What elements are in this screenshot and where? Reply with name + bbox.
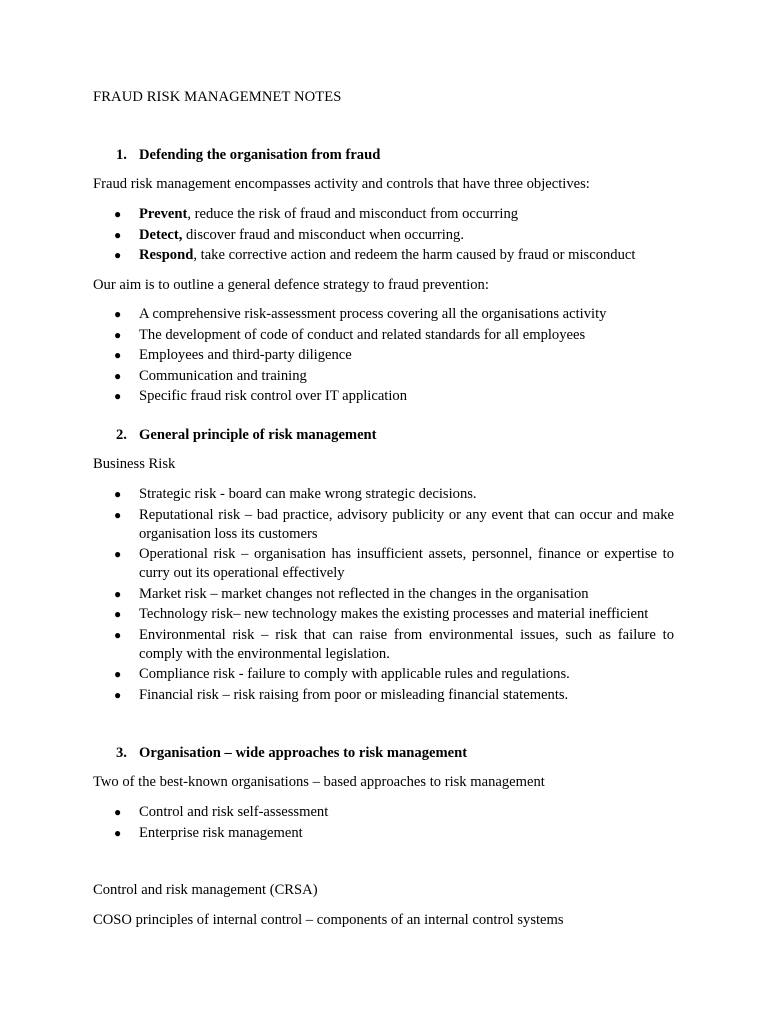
bullet-icon: ●	[114, 389, 122, 403]
bullet-icon: ●	[114, 586, 122, 601]
bullet-icon: ●	[114, 607, 122, 621]
list-item: ● Technology risk– new technology makes the existing processes and material inefficient	[114, 606, 649, 622]
list-item: ● Market risk – market changes not reflected in the changes in the organisation	[114, 585, 589, 602]
list-item: ● A comprehensive risk-assessment process covering all the organisations activity	[114, 306, 607, 322]
list-item: ● Compliance risk - failure to comply with applicable rules and regulations.	[114, 666, 570, 682]
list-item: ● Employees and third-party diligence	[114, 347, 352, 363]
list-item: ● Enterprise risk management	[114, 824, 303, 841]
bullet-icon: ●	[114, 248, 122, 262]
section-2-heading	[116, 426, 377, 445]
approaches-list	[0, 803, 674, 844]
section-heading-text: Defending the organisation from fraud	[139, 147, 381, 163]
bullet-icon: ●	[114, 667, 122, 681]
list-item: ● Environmental risk – risk that can raise from environmental issues, such as failure to comply with the environmental legislation.	[114, 626, 674, 662]
bullet-icon: ●	[114, 348, 122, 362]
section-number: 1.	[116, 147, 127, 163]
bullet-icon: ●	[114, 327, 122, 342]
bullet-icon: ●	[114, 547, 122, 561]
list-item: ● Control and risk self-assessment	[114, 804, 329, 820]
section-3-intro: Two of the best-known organisations – based approaches to risk management	[93, 774, 545, 790]
bullet-icon: ●	[114, 368, 122, 383]
list-item: ● Communication and training	[114, 367, 307, 384]
list-item: ● Reputational risk – bad practice, advisory publicity or any event that can occur and make organisation loss its customers	[114, 506, 674, 542]
objectives-list	[0, 205, 674, 267]
bullet-icon: ●	[114, 227, 122, 242]
bullet-icon: ●	[114, 307, 122, 321]
section-heading-text: Organisation – wide approaches to risk management	[139, 745, 468, 761]
list-item: ● Operational risk – organisation has insufficient assets, personnel, finance or expertise to curry out its operational effectively	[114, 546, 674, 581]
bullet-icon: ●	[114, 825, 122, 840]
section-1-heading	[116, 146, 380, 165]
section-1-intro: Fraud risk management encompasses activity and controls that have three objectives:	[93, 176, 590, 192]
bullet-icon: ●	[114, 687, 122, 702]
section-number: 2.	[116, 427, 127, 443]
bullet-icon: ●	[114, 627, 122, 642]
section-3-heading	[116, 744, 467, 763]
risk-list	[0, 485, 674, 706]
bullet-icon: ●	[114, 507, 122, 522]
coso-paragraph: COSO principles of internal control – components of an internal control systems	[93, 912, 564, 928]
list-item: ● Financial risk – risk raising from poor or misleading financial statements.	[114, 686, 569, 703]
section-1-aim: Our aim is to outline a general defence strategy to fraud prevention:	[93, 277, 489, 293]
bullet-icon: ●	[114, 805, 122, 819]
bullet-icon: ●	[114, 487, 122, 501]
list-item: ● Respond, take corrective action and redeem the harm caused by fraud or misconduct	[114, 247, 636, 263]
bullet-icon: ●	[114, 207, 122, 221]
list-item: ● Strategic risk - board can make wrong strategic decisions.	[114, 486, 477, 502]
document-title: FRAUD RISK MANAGEMNET NOTES	[93, 89, 342, 105]
crsa-paragraph: Control and risk management (CRSA)	[93, 882, 318, 898]
section-heading-text: General principle of risk management	[139, 427, 377, 443]
list-item: ● Prevent, reduce the risk of fraud and misconduct from occurring	[114, 206, 519, 222]
list-item: ● Detect, discover fraud and misconduct when occurring.	[114, 226, 464, 243]
list-item: ● The development of code of conduct and related standards for all employees	[114, 326, 586, 343]
strategy-list	[0, 305, 674, 408]
list-item: ● Specific fraud risk control over IT application	[114, 388, 408, 404]
section-number: 3.	[116, 745, 127, 761]
section-2-subheading: Business Risk	[93, 456, 176, 472]
